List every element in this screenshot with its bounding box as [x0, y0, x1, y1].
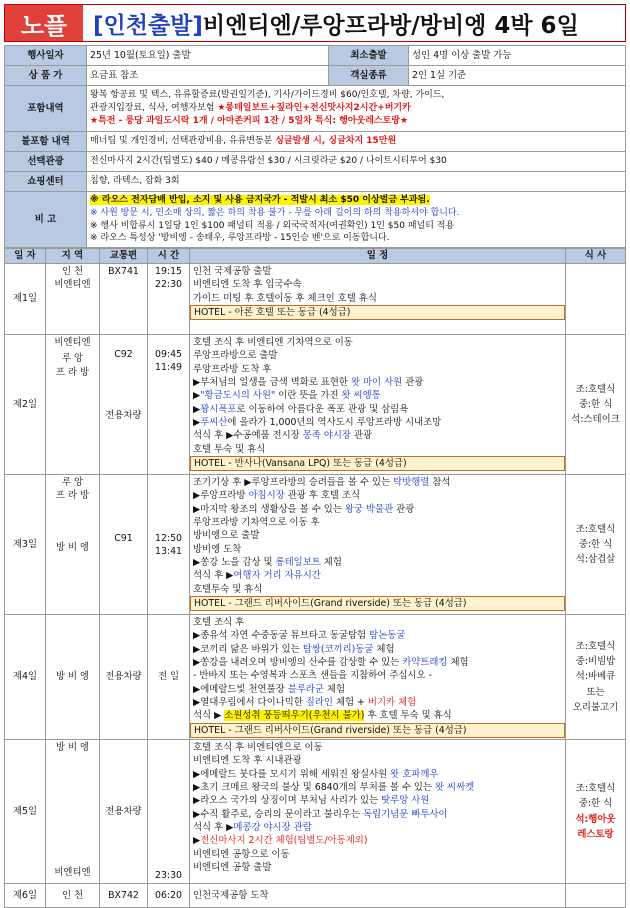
region: 인 천	[46, 884, 100, 908]
day-row	[5, 264, 626, 335]
note-label: 비 고	[5, 192, 87, 248]
price-value: 요금표 참조	[87, 66, 329, 86]
region: 비엔티엔 루 앙 프 라 방	[46, 335, 100, 475]
transport: 전용차량	[100, 740, 148, 884]
day-row	[5, 615, 626, 740]
departure-label: 행사일자	[5, 46, 87, 66]
meals: 조:호텔식 중:한 식 석:행아웃 레스토랑	[566, 740, 626, 884]
shop-value: 침향, 라텍스, 잡화 3회	[87, 172, 626, 192]
region: 루 앙 프 라 방 방 비 엥	[46, 475, 100, 615]
price-label: 상 품 가	[5, 66, 87, 86]
hotel-line: HOTEL - 그랜드 리버사이드(Grand riverside) 또는 동급 (4성급)	[190, 723, 565, 738]
hotel-line: HOTEL - 아론 호텔 또는 동급 (4성급)	[190, 305, 565, 320]
day-label: 제5일	[5, 740, 46, 884]
day-label: 제4일	[5, 615, 46, 740]
day-row	[5, 335, 626, 475]
time: 09:45 11:49	[148, 335, 190, 475]
shop-label: 쇼핑센터	[5, 172, 87, 192]
room-label: 객실종류	[329, 66, 409, 86]
day-row	[5, 475, 626, 615]
opt-label: 선택관광	[5, 152, 87, 172]
page-title: [인천출발] 비엔티엔/루앙프라방/방비엥 4박 6일	[93, 12, 579, 39]
meals: 조:호텔식 중:한 식 석:삼겹살	[566, 475, 626, 615]
min-value: 성인 4명 이상 출발 가능	[409, 46, 626, 66]
time: 전 일	[148, 615, 190, 740]
excl-value: 매너팁 및 개인경비, 선택관광비용, 유류변동분 싱글발생 시, 싱글차지 15만원	[87, 132, 626, 152]
day-label: 제6일	[5, 884, 46, 908]
opt-value: 전신마사지 2시간(팁별도) $40 / 메콩유람선 $30 / 시크릿라군 $20 / 나이트시티투어 $30	[87, 152, 626, 172]
title-bar	[4, 4, 626, 42]
region: 방 비 엥 비엔티엔	[46, 740, 100, 884]
meals: 조:호텔식 중:비빔밥 석:바베큐 또는 오리불고기	[566, 615, 626, 740]
hotel-line: HOTEL - 그랜드 리버사이드(Grand riverside) 또는 동급 (4성급)	[190, 596, 565, 611]
schedule: 인천국제공항 도착	[190, 884, 566, 908]
min-label: 최소출발	[329, 46, 409, 66]
note-value: ※ 라오스 전자담배 반입, 소지 및 사용 금지국가 - 적발시 최소 $50 이상벌금 부과됨. ※ 사원 방문 시, 민소매 상의, 짧은 하의 착용 불가 - 무릎 아래 길이의 하의 착용하셔야 합니다. ※ 행사 비합류시 1일당 1인 $100 패널티 적용 / 외국국적자(여권확인) 1인 $50 패널티 적용 ※ 라오스 특성상 '방비엥 - 송태우, 루앙프라방 - 15인승 벤'으로 이동합니다.	[87, 192, 626, 248]
time: 19:15 22:30	[148, 264, 190, 335]
region: 인 천 비엔티엔	[46, 264, 100, 335]
schedule: 인천 국제공항 출발 비엔티엔 도착 후 입국수속 가이드 미팅 후 호텔이동 후 체크인 호텔 휴식 HOTEL - 아론 호텔 또는 동급 (4성급)	[190, 264, 566, 335]
transport: BX742	[100, 884, 148, 908]
info-table	[4, 45, 626, 248]
transport: 전용차량	[100, 615, 148, 740]
transport: C91	[100, 475, 148, 615]
schedule: 조기기상 후 ▶루앙프라방의 승려들을 볼 수 있는 탁밧행렬 참석 ▶루앙프라방 아침시장 관광 후 호텔 조식 ▶마지막 왕조의 생활상을 볼 수 있는 왕궁 박물관 관광 루앙프라방 기차역으로 이동 후 방비엥으로 출발 방비엥 도착 ▶쏭강 노을 감상 및 롱테일보트 체험 석식 후 ▶여행자 거리 자유시간 호텔투숙 및 휴식 HOTEL - 그랜드 리버사이드(Grand riverside) 또는 동급 (4성급)	[190, 475, 566, 615]
incl-value: 왕복 항공료 및 텍스, 유류할증료(발권일기준), 기사/가이드경비 $60/인호텔, 차량, 가이드, 관광지입장료, 식사, 여행자보험 ★롱테일보트+짚라인+전신맛사지2시간+버기카 ★특전 - 룽당 과일도시락 1개 / 아마존커피 1잔 / 5일차 특식: 행아웃레스토랑★	[87, 86, 626, 132]
time: 12:50 13:41	[148, 475, 190, 615]
meals	[566, 264, 626, 335]
schedule: 호텔 조식 후 ▶종유석 자연 수중동굴 튜브타고 동굴탐험 탐논동굴 ▶코끼리 닮은 바위가 있는 탐쌍(코끼리)동굴 체험 ▶쏭강을 내려오며 방비엥의 산수를 감상할 수 있는 카약트래킹 체험 - 반바지 또는 수영복과 스포츠 샌들을 지참하여 주십시오 - ▶에메랄드빛 천연풀장 블루라군 체험 ▶열대우림에서 다이나믹한 짚라인 체험 + 버기카 체험 석식 ▶ 소원성취 풍등띄우기(우천시 불가) 후 호텔 투숙 및 휴식 HOTEL - 그랜드 리버사이드(Grand riverside) 또는 동급 (4성급)	[190, 615, 566, 740]
incl-label: 포함내역	[5, 86, 87, 132]
day-label: 제1일	[5, 264, 46, 335]
day-row	[5, 740, 626, 884]
departure-value: 25년 10월(토요일) 출발	[87, 46, 329, 66]
excl-label: 불포함 내역	[5, 132, 87, 152]
time: 06:20	[148, 884, 190, 908]
meals: 조:호텔식 중:한 식 석:스테이크	[566, 335, 626, 475]
region: 방 비 엥	[46, 615, 100, 740]
time: 23:30	[148, 740, 190, 884]
schedule: 호텔 조식 후 비엔티엔 기차역으로 이동 루앙프라방으로 출발 루앙프라방 도착 후 ▶부처님의 일생을 금색 벽화로 표현한 왓 마이 사원 관광 ▶"황금도시의 사원" 이란 뜻을 가진 왓 씨엥통 ▶꽝시폭포로 이동하여 아름다운 폭포 관광 및 삼림욕 ▶푸씨산에 올라가 1,000년의 역사도시 루앙프라방 시내조망 석식 후 ▶수공예품 전시장 몽족 야시장 관광 호텔 투숙 및 휴식 HOTEL - 반사나(Vansana LPQ) 또는 동급 (4성급)	[190, 335, 566, 475]
hotel-line: HOTEL - 반사나(Vansana LPQ) 또는 동급 (4성급)	[190, 456, 565, 471]
day-label: 제2일	[5, 335, 46, 475]
day-label: 제3일	[5, 475, 46, 615]
brand-tag: 노플	[5, 5, 83, 41]
room-value: 2인 1실 기준	[409, 66, 626, 86]
transport: BX741	[100, 264, 148, 335]
itinerary-header: 일 자 지 역 교통편 시 간 일 정 식 사	[5, 249, 626, 264]
schedule: 호텔 조식 후 비엔티엔으로 이동 비엔티엔 도착 후 시내관광 ▶에메랄드 붓다를 모시기 위해 세워진 왕실사원 왓 호파깨우 ▶초기 크메르 왕국의 불상 및 6840개의 부처를 볼 수 있는 왓 씨싸켓 ▶라오스 국가의 상징이며 부처님 사리가 있는 탓루앙 사원 ▶수직 활주로, 승리의 문이라고 불리우는 독립기념문 빠투사이 석식 후 ▶메콩강 야시장 관람 ▶전신마사지 2시간 체험(팁별도/아동제외) 비엔티엔 공항으로 이동 비엔티엔 공항 출발	[190, 740, 566, 884]
transport: C92 전용차량	[100, 335, 148, 475]
itinerary-table	[4, 248, 626, 908]
